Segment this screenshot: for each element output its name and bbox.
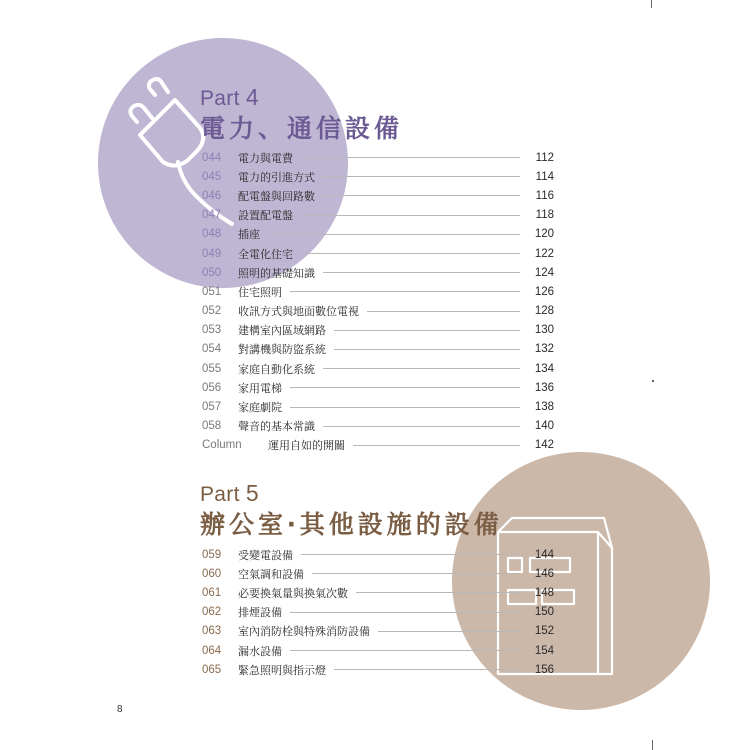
part4-heading [200, 84, 403, 145]
toc-entry[interactable] [202, 244, 554, 263]
toc-leader-line [290, 612, 520, 613]
toc-entry-page: 126 [534, 285, 554, 298]
toc-entry-number: 050 [202, 266, 222, 279]
toc-entry-title: 室內消防栓與特殊消防設備 [238, 625, 370, 639]
toc-entry[interactable] [202, 263, 554, 282]
toc-entry-number: 061 [202, 586, 222, 599]
toc-entry-page: 142 [534, 439, 554, 452]
toc-entry-page: 148 [534, 586, 554, 599]
toc-entry-page: 124 [534, 266, 554, 279]
toc-entry-page: 144 [534, 548, 554, 561]
part5-toc [202, 545, 554, 679]
toc-entry-number: 057 [202, 401, 222, 414]
toc-leader-line [353, 445, 520, 446]
toc-entry-number: 056 [202, 381, 222, 394]
toc-entry-page: 132 [534, 343, 554, 356]
toc-entry-page: 116 [535, 189, 554, 202]
toc-entry[interactable] [202, 622, 554, 641]
toc-entry[interactable] [202, 148, 554, 167]
toc-entry-page: 112 [535, 151, 554, 164]
part5-label-row [200, 480, 503, 507]
crop-mark [651, 0, 652, 8]
toc-entry-page: 130 [534, 324, 554, 337]
toc-entry-number: 059 [202, 548, 222, 561]
toc-entry[interactable] [202, 302, 554, 321]
toc-leader-line [301, 253, 520, 254]
toc-entry-title: 全電化住宅 [238, 247, 293, 261]
toc-entry-page: 122 [534, 247, 554, 260]
toc-leader-line [356, 592, 520, 593]
part4-label: Part [200, 87, 240, 110]
toc-entry-title: 住宅照明 [238, 285, 282, 299]
toc-entry-page: 156 [534, 663, 554, 676]
toc-entry-page: 154 [534, 644, 554, 657]
toc-entry-title: 家庭劇院 [238, 401, 282, 415]
toc-entry[interactable] [202, 321, 554, 340]
toc-entry-page: 118 [535, 209, 554, 222]
toc-entry[interactable] [202, 225, 554, 244]
crop-mark [652, 380, 654, 382]
part5-number: 5 [245, 480, 259, 506]
toc-entry-number: 055 [202, 362, 222, 375]
toc-leader-line [301, 157, 520, 158]
toc-entry-title: 聲音的基本常識 [238, 420, 315, 434]
toc-leader-line [290, 291, 520, 292]
toc-entry-number: 046 [202, 189, 222, 202]
toc-entry[interactable] [202, 641, 554, 660]
toc-entry[interactable] [202, 167, 554, 186]
toc-entry-page: 120 [534, 228, 554, 241]
toc-entry[interactable] [202, 359, 554, 378]
toc-leader-line [334, 669, 520, 670]
toc-leader-line [323, 176, 520, 177]
toc-leader-line [301, 215, 520, 216]
toc-entry-title: 建構室內區域網路 [238, 324, 326, 338]
toc-entry-title: 排煙設備 [238, 606, 282, 620]
toc-leader-line [323, 368, 520, 369]
toc-entry-title: 收訊方式與地面數位電視 [238, 305, 359, 319]
toc-entry-page: 136 [534, 381, 554, 394]
toc-entry-number: 048 [202, 228, 222, 241]
toc-leader-line [312, 573, 520, 574]
toc-entry[interactable] [202, 282, 554, 301]
toc-entry[interactable] [202, 206, 554, 225]
toc-leader-line [323, 195, 520, 196]
toc-leader-line [301, 554, 520, 555]
toc-entry-title: 對講機與防盜系統 [238, 343, 326, 357]
toc-entry-number: Column [202, 439, 242, 452]
toc-entry[interactable] [202, 564, 554, 583]
toc-entry-title: 家用電梯 [238, 381, 282, 395]
toc-entry-title: 空氣調和設備 [238, 567, 304, 581]
toc-entry-title: 照明的基礎知識 [238, 266, 315, 280]
toc-entry-title: 設置配電盤 [238, 209, 293, 223]
toc-entry-number: 062 [202, 606, 222, 619]
toc-entry-page: 140 [534, 420, 554, 433]
toc-leader-line [334, 330, 520, 331]
part4-label-row [200, 84, 403, 111]
part4-title: 電力、通信設備 [200, 114, 404, 143]
toc-entry-page: 134 [534, 362, 554, 375]
toc-entry-title: 運用自如的開關 [268, 439, 345, 453]
toc-entry-number: 058 [202, 420, 222, 433]
toc-entry-page: 150 [534, 606, 554, 619]
toc-leader-line [334, 349, 520, 350]
toc-entry[interactable] [202, 340, 554, 359]
toc-entry[interactable] [202, 186, 554, 205]
toc-entry[interactable] [202, 397, 554, 416]
toc-entry-number: 054 [202, 343, 222, 356]
toc-entry[interactable] [202, 436, 554, 455]
toc-leader-line [290, 650, 520, 651]
toc-leader-line [323, 426, 520, 427]
part4-toc [202, 148, 554, 455]
toc-entry-number: 065 [202, 663, 222, 676]
toc-entry-title: 電力與電費 [238, 151, 293, 165]
toc-entry-page: 152 [534, 625, 554, 638]
toc-entry-title: 電力的引進方式 [238, 170, 315, 184]
toc-entry-title: 家庭自動化系統 [238, 362, 315, 376]
page-number: 8 [117, 704, 123, 715]
toc-entry[interactable] [202, 545, 554, 564]
toc-entry-title: 配電盤與回路數 [238, 189, 315, 203]
toc-entry-title: 受變電設備 [238, 548, 293, 562]
toc-entry-title: 必要換氣量與換氣次數 [238, 586, 348, 600]
toc-entry-title: 緊急照明與指示燈 [238, 663, 326, 677]
toc-entry-number: 045 [202, 170, 222, 183]
toc-entry[interactable] [202, 660, 554, 679]
toc-leader-line [290, 387, 520, 388]
toc-entry-number: 060 [202, 567, 222, 580]
toc-leader-line [290, 407, 520, 408]
toc-entry[interactable] [202, 603, 554, 622]
toc-entry-number: 064 [202, 644, 222, 657]
toc-entry-page: 128 [534, 305, 554, 318]
crop-mark [652, 740, 653, 750]
part5-heading [200, 480, 503, 541]
part5-label: Part [200, 483, 240, 506]
toc-entry-number: 047 [202, 209, 222, 222]
toc-leader-line [378, 631, 520, 632]
toc-entry[interactable] [202, 417, 554, 436]
toc-entry-number: 051 [202, 285, 222, 298]
toc-entry-number: 053 [202, 324, 222, 337]
toc-entry-page: 138 [534, 401, 554, 414]
toc-entry-page: 114 [535, 170, 554, 183]
toc-entry[interactable] [202, 583, 554, 602]
toc-entry-number: 052 [202, 305, 222, 318]
toc-entry-number: 063 [202, 625, 222, 638]
toc-entry-title: 漏水設備 [238, 644, 282, 658]
toc-leader-line [323, 272, 520, 273]
toc-entry-title: 插座 [238, 228, 260, 242]
toc-entry-number: 049 [202, 247, 222, 260]
toc-leader-line [268, 234, 520, 235]
toc-leader-line [367, 311, 520, 312]
part5-title: 辦公室‧其他設施的設備 [200, 510, 503, 539]
toc-entry[interactable] [202, 378, 554, 397]
toc-entry-number: 044 [202, 151, 222, 164]
part4-number: 4 [245, 84, 259, 110]
toc-entry-page: 146 [534, 567, 554, 580]
